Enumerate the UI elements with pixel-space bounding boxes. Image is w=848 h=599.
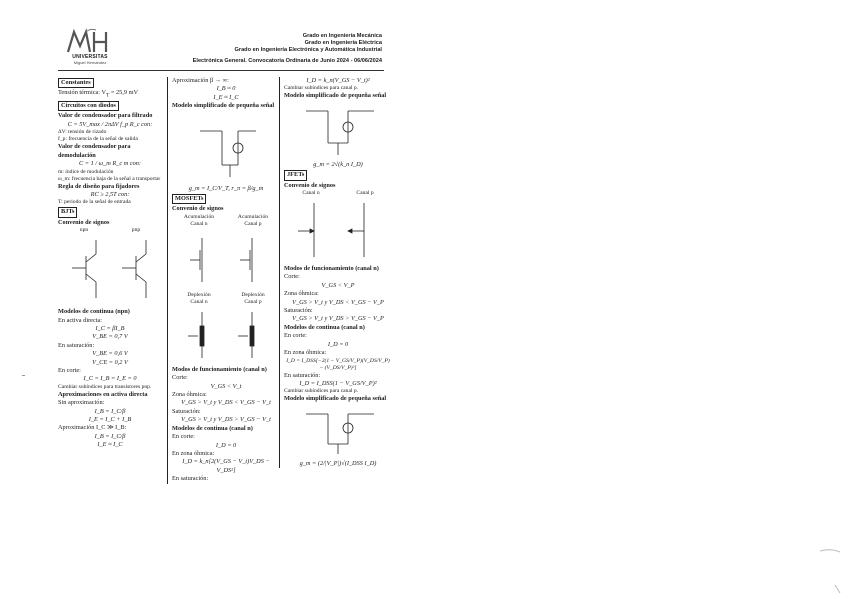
fp-def: f_p: frecuencia de la señal de salida	[58, 136, 138, 143]
heading-modelos-jfet: Modelos de continua (canal n)	[284, 323, 365, 331]
gm-bjt: g_m = I_C/V_T, r_π = β/g_m	[188, 184, 264, 192]
saturacion-label: Saturación:	[284, 307, 313, 315]
heading-convenio-mos: Convenio de signos	[172, 205, 224, 213]
bjt-types	[58, 227, 162, 234]
heading-aprox: Aproximaciones en activa directa	[58, 390, 148, 398]
formula-regla: RC ≥ 2,5T con:	[90, 190, 130, 198]
formula-demod	[58, 160, 162, 168]
bjt-sign-convention-diagram	[58, 236, 162, 306]
exam-title: Electrónica General. Convocatoria Ordinaria de Junio 2024 - 06/06/2024	[192, 58, 382, 64]
section-mosfets: MOSFETs	[172, 194, 206, 204]
activa-label: En activa directa:	[58, 316, 103, 324]
wm-def: ω_m: frecuencia baja de la señal a transportar	[58, 175, 161, 182]
ab-eq1: I_B ≈ 0	[216, 85, 236, 93]
gm-mos: g_m = 2√(k_n I_D)	[313, 160, 363, 168]
scan-mark-icon	[820, 548, 840, 554]
sat-eq-mos: I_D = k_n(V_GS − V_t)²	[306, 77, 370, 84]
ohm-eq: I_D = I_DSS[−2(1 − V_GS/V_P)(V_DS/V_P) − (V_DS/V_P)²]	[286, 357, 390, 371]
saturacion-label: Saturación:	[172, 407, 201, 415]
university-subtitle: Miguel Hernández	[73, 60, 107, 65]
ohmica-eq: V_GS > V_t y V_DS < V_GS − V_P	[292, 298, 384, 306]
corte-label: En corte:	[58, 366, 81, 374]
heading-modelo-jfet: Modelo simplificado de pequeña señal	[284, 395, 387, 403]
thermal-voltage-value: = 25,9 mV	[109, 89, 139, 97]
thermal-voltage-label: Tensión térmica: V	[58, 89, 107, 97]
jfet-small-signal-diagram	[284, 406, 392, 458]
cambiar-pnp: Cambiar subíndices para transistores pnp.	[58, 383, 152, 390]
con-label: con:	[129, 160, 142, 168]
en-sat-label: En saturación:	[172, 475, 209, 483]
corte-label: Corte:	[284, 273, 300, 281]
activa-eq1: I_C = βI_B	[95, 324, 125, 332]
T-def: T: periodo de la señal de entrada	[58, 199, 131, 206]
corte-eq: V_GS < V_P	[321, 281, 355, 289]
section-jfets: JFETs	[284, 170, 307, 180]
formula-filtrado-text: C = 5V_max / 2πΔV f_p R_c	[67, 120, 140, 128]
ab-eq2: I_E ≈ I_C	[213, 93, 239, 101]
sat-eq: V_GS > V_t y V_DS > V_GS − V_t	[181, 416, 271, 424]
ohm-eq: I_D = k_n[2(V_GS − V_t)V_DS − V_DS²]	[182, 458, 270, 474]
jfet-canal-n: Canal n	[302, 190, 320, 197]
university-name: UNIVERSITAS	[72, 54, 108, 60]
sin-eq1: I_B = I_C/β	[94, 407, 126, 415]
corte-eq: V_GS < V_t	[210, 382, 242, 390]
acum-n	[184, 214, 214, 228]
section-circuitos: Circuitos con diodos	[58, 101, 119, 111]
sin-aprox-label: Sin aproximación:	[58, 399, 105, 407]
depl-label: Deplexión	[187, 291, 211, 298]
heading-convenio-bjt: Convenio de signos	[58, 218, 110, 226]
depl-p	[241, 292, 264, 306]
heading-modelo-bjt: Modelo simplificado de pequeña señal	[172, 102, 275, 110]
id0-eq: I_D = 0	[327, 340, 349, 348]
section-constantes: Constantes	[58, 78, 94, 88]
thermal-voltage-sub: T	[106, 92, 110, 99]
mos-acum-labels	[172, 214, 280, 228]
thermal-voltage	[58, 89, 162, 100]
heading-regla: Regla de diseño para fijadores	[58, 182, 140, 190]
scan-dot	[22, 375, 25, 376]
depl-n	[187, 292, 210, 306]
canal-n-label: Canal n	[190, 298, 208, 305]
formula-demod-text: C = 1 / ω_m R_c m	[78, 160, 129, 168]
column-2	[167, 77, 280, 484]
en-ohmica-label: En zona óhmica:	[172, 449, 215, 457]
en-sat-label: En saturación:	[284, 371, 321, 379]
acum-label: Acumulación	[183, 213, 215, 220]
dv-def: ΔV: tensión de rizado	[58, 129, 107, 136]
formula-filtrado	[58, 121, 162, 129]
heading-modos-jfet: Modos de funcionamiento (canal n)	[284, 265, 379, 273]
scan-mark-icon	[834, 584, 842, 594]
logo-mark-icon	[60, 28, 120, 54]
aprox-beta-label: Aproximación β → ∞:	[172, 77, 229, 84]
degree-line: Grado en Ingeniería Mecánica	[302, 33, 382, 39]
heading-filtrado: Valor de condensador para filtrado	[58, 112, 153, 120]
mos-depl-labels	[172, 292, 280, 306]
degree-list	[235, 33, 382, 55]
cambiar-canal-p: Cambiar subíndices para canal p.	[284, 85, 359, 92]
en-corte-label: En corte:	[172, 433, 195, 441]
jfet-sign-convention-diagram	[284, 199, 392, 263]
en-corte-label: En corte:	[284, 332, 307, 340]
section-bjts: BJTs	[58, 207, 77, 217]
activa-eq2: V_BE = 0,7 V	[92, 333, 128, 341]
canal-p-label: Canal p	[244, 298, 262, 305]
ohmica-eq: V_GS > V_t y V_DS < V_GS − V_t	[181, 399, 271, 407]
canal-p-label: Canal p	[244, 220, 262, 227]
bjt-small-signal-diagram	[172, 113, 280, 183]
depl-label: Deplexión	[241, 291, 265, 298]
pnp-label: pnp	[131, 227, 141, 234]
mosfet-depl-diagram	[172, 308, 280, 364]
heading-modelo-mos: Modelo simplificado de pequeña señal	[284, 92, 387, 100]
canal-n-label: Canal n	[190, 220, 208, 227]
sat-eq3: I_D = I_DSS(1 − V_GS/V_P)²	[299, 379, 377, 387]
sin-eq2: I_E = I_C + I_B	[88, 416, 132, 423]
heading-modos-mos: Modos de funcionamiento (canal n)	[172, 365, 267, 373]
degree-line: Grado en Ingeniería Eléctrica	[304, 40, 382, 47]
corte-label: Corte:	[172, 374, 188, 382]
header-divider	[58, 70, 384, 71]
sat-eq2: V_GS > V_t y V_DS > V_GS − V_P	[292, 315, 384, 323]
cambiar-canal-p2: Cambiar subíndices para canal p.	[284, 388, 359, 395]
mos-small-signal-diagram	[284, 103, 392, 159]
en-ohmica-label: En zona óhmica:	[284, 349, 327, 357]
heading-modelos-bjt: Modelos de continua (npn)	[58, 308, 130, 316]
heading-convenio-jfet: Convenio de signos	[284, 181, 336, 189]
column-1	[58, 77, 162, 450]
university-logo	[60, 28, 120, 65]
acum-label: Acumulación	[237, 213, 269, 220]
ohmica-label: Zona óhmica:	[172, 391, 207, 399]
jfet-canal-p: Canal p	[356, 190, 374, 197]
npn-label: npn	[79, 227, 89, 234]
sat-eq2: V_CE = 0,2 V	[92, 358, 128, 366]
mosfet-acum-diagram	[172, 230, 280, 290]
ohmica-label: Zona óhmica:	[284, 290, 319, 298]
heading-demod: Valor de condensador para demodulación	[58, 143, 131, 159]
con-label: con:	[141, 120, 153, 128]
ap-eq2: I_E ≈ I_C	[97, 441, 123, 449]
degree-line: Grado en Ingeniería Electrónica y Automática Industrial	[234, 47, 382, 54]
aprox-ic-label: Aproximación I_C ≫ I_B:	[58, 424, 127, 432]
saturacion-label: En saturación:	[58, 341, 95, 349]
sat-eq1: V_BE = 0,6 V	[92, 350, 128, 358]
jfet-labels	[284, 190, 392, 197]
acum-p	[238, 214, 268, 228]
heading-modelos-mos: Modelos de continua (canal n)	[172, 424, 253, 432]
m-def: m: índice de modulación	[58, 168, 114, 175]
column-3	[279, 77, 392, 468]
corte-eq: I_C = I_B = I_E = 0	[83, 375, 137, 383]
ap-eq1: I_B = I_C/β	[94, 432, 126, 440]
gm-jfet: g_m = (2/|V_P|)√(I_DSS I_D)	[299, 459, 377, 467]
id0-eq: I_D = 0	[215, 441, 237, 449]
